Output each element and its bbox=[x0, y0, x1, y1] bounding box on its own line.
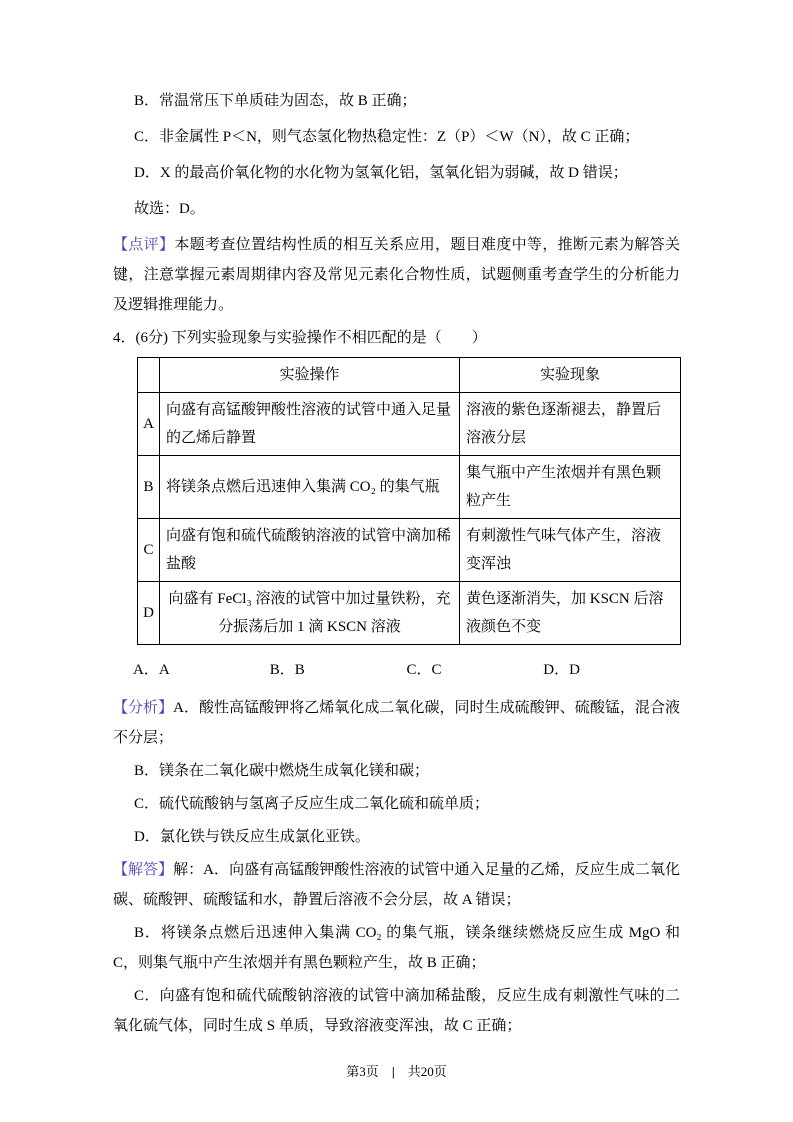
choice-d: D．D bbox=[543, 662, 580, 678]
page-footer bbox=[0, 1061, 793, 1080]
row-key: B bbox=[138, 456, 160, 519]
answer-explain-line-d: D．X 的最高价氧化物的水化物为氢氧化铝，氢氧化铝为弱碱，故 D 错误； bbox=[134, 165, 628, 181]
table-row bbox=[138, 456, 681, 519]
row-key: D bbox=[138, 582, 160, 645]
solution-label: 【解答】 bbox=[113, 862, 174, 878]
solution-paragraph bbox=[113, 855, 680, 915]
solution-item-b: B．将镁条点燃后迅速伸入集满 CO₂ 的集气瓶，镁条继续燃烧反应生成 MgO 和 C，则集气瓶中产生浓烟并有黑色颗粒产生，故 B 正确； bbox=[113, 925, 680, 971]
analysis-intro: A．酸性高锰酸钾将乙烯氧化成二氧化碳，同时生成硫酸钾、硫酸锰，混合液不分层； bbox=[113, 700, 680, 746]
answer-explain-line-c: C．非金属性 P＜N，则气态氢化物热稳定性：Z（P）＜W（N），故 C 正确； bbox=[134, 129, 640, 145]
row-phenomenon: 黄色逐渐消失，加 KSCN 后溶液颜色不变 bbox=[460, 582, 681, 645]
table-row bbox=[138, 582, 681, 645]
row-phenomenon: 溶液的紫色逐渐褪去，静置后溶液分层 bbox=[460, 393, 681, 456]
analysis-item-b: B．镁条在二氧化碳中燃烧生成氧化镁和碳； bbox=[134, 763, 430, 779]
table-header-phenomenon: 实验现象 bbox=[460, 358, 681, 393]
comment-paragraph bbox=[113, 230, 680, 320]
document-content bbox=[113, 86, 680, 1044]
choices-row bbox=[113, 655, 680, 685]
answer-conclusion: 故选：D。 bbox=[134, 201, 205, 217]
comment-label: 【点评】 bbox=[113, 237, 175, 253]
row-phenomenon: 有刺激性气味气体产生，溶液变浑浊 bbox=[460, 519, 681, 582]
analysis-item-c: C．硫代硫酸钠与氢离子反应生成二氧化硫和硫单质； bbox=[134, 796, 490, 812]
row-operation: 向盛有 FeCl₃ 溶液的试管中加过量铁粉，充分振荡后加 1 滴 KSCN 溶液 bbox=[160, 582, 460, 645]
row-operation: 将镁条点燃后迅速伸入集满 CO₂ 的集气瓶 bbox=[160, 456, 460, 519]
solution-item-c: C．向盛有饱和硫代硫酸钠溶液的试管中滴加稀盐酸，反应生成有刺激性气味的二氧化硫气体，同时生成 S 单质，导致溶液变浑浊，故 C 正确； bbox=[113, 988, 680, 1034]
table-row bbox=[138, 393, 681, 456]
row-key: A bbox=[138, 393, 160, 456]
solution-intro: 解：A．向盛有高锰酸钾酸性溶液的试管中通入足量的乙烯，反应生成二氧化碳、硫酸钾、硫酸锰和水，静置后溶液不会分层，故 A 错误； bbox=[113, 862, 680, 908]
row-operation: 向盛有饱和硫代硫酸钠溶液的试管中滴加稀盐酸 bbox=[160, 519, 460, 582]
row-operation: 向盛有高锰酸钾酸性溶液的试管中通入足量的乙烯后静置 bbox=[160, 393, 460, 456]
table-header-row bbox=[138, 358, 681, 393]
choice-b: B．B bbox=[269, 662, 305, 678]
table-row bbox=[138, 519, 681, 582]
row-key: C bbox=[138, 519, 160, 582]
table-header-operation: 实验操作 bbox=[160, 358, 460, 393]
choice-c: C．C bbox=[406, 662, 442, 678]
experiment-table bbox=[137, 357, 681, 645]
footer-separator: | bbox=[391, 1064, 395, 1079]
comment-text: 本题考查位置结构性质的相互关系应用，题目难度中等，推断元素为解答关键，注意掌握元素周期律内容及常见元素化合物性质，试题侧重考查学生的分析能力及逻辑推理能力。 bbox=[113, 237, 680, 313]
choice-a: A．A bbox=[133, 662, 170, 678]
footer-total-pages: 共20页 bbox=[407, 1064, 447, 1079]
analysis-label: 【分析】 bbox=[113, 700, 174, 716]
analysis-paragraph bbox=[113, 693, 680, 753]
question-stem: 4．(6分) 下列实验现象与实验操作不相匹配的是（ ） bbox=[113, 330, 487, 346]
analysis-item-d: D．氯化铁与铁反应生成氯化亚铁。 bbox=[134, 829, 370, 845]
footer-page-number: 第3页 bbox=[346, 1064, 379, 1079]
table-header-blank bbox=[138, 358, 160, 393]
row-phenomenon: 集气瓶中产生浓烟并有黑色颗粒产生 bbox=[460, 456, 681, 519]
answer-explain-line-b: B．常温常压下单质硅为固态，故 B 正确； bbox=[134, 93, 417, 109]
